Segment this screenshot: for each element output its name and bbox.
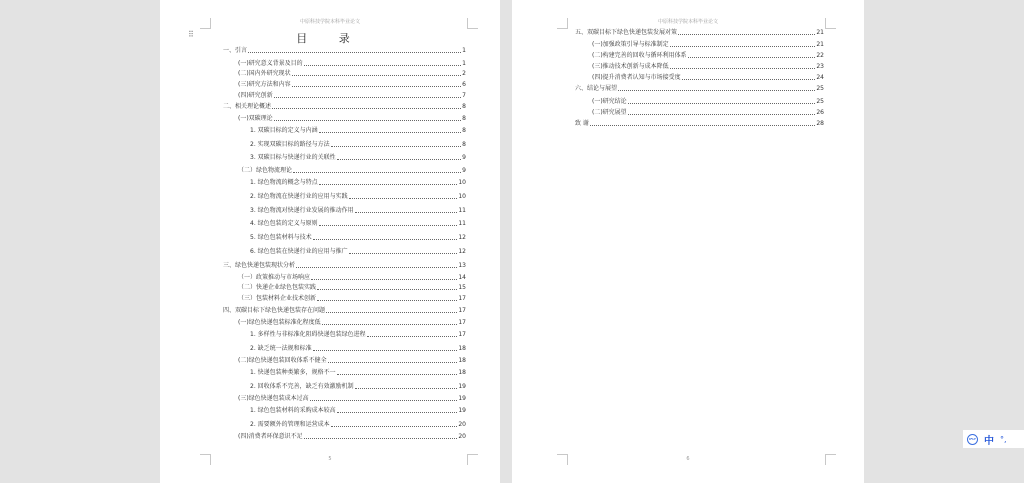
- toc-entry[interactable]: [575, 85, 824, 92]
- toc-entry[interactable]: [250, 141, 466, 148]
- toc-entry-page: 8: [462, 103, 466, 110]
- toc-entry-title: 2. 绿色物流在快递行业的应用与实践: [250, 193, 348, 200]
- toc-entry-page: 18: [458, 369, 466, 376]
- toc-entry-page: 8: [462, 115, 466, 122]
- dot-leader: [319, 183, 458, 185]
- toc-entry[interactable]: [250, 154, 466, 161]
- toc-entry[interactable]: [223, 47, 466, 54]
- toc-entry-title: 2. 缺乏统一法规和标准: [250, 345, 312, 352]
- toc-entry-page: 21: [816, 41, 824, 48]
- toc-entry[interactable]: [250, 207, 466, 214]
- toc-entry-page: 8: [462, 141, 466, 148]
- toc-entry-page: 12: [458, 248, 466, 255]
- toc-entry[interactable]: [238, 167, 466, 174]
- toc-entry[interactable]: [238, 274, 466, 281]
- dot-leader: [272, 107, 461, 109]
- toc-entry-page: 19: [458, 407, 466, 414]
- toc-entry-title: 1. 绿色物流的概念与特点: [250, 179, 318, 186]
- toc-entry-page: 2: [462, 70, 466, 77]
- toc-entry-page: 1: [462, 47, 466, 54]
- toc-entry-title: (二)构建完善的回收与循环利用体系: [592, 52, 687, 59]
- toc-entry-page: 18: [458, 357, 466, 364]
- toc-entry-page: 11: [458, 207, 466, 214]
- dot-leader: [326, 311, 457, 313]
- dot-leader: [590, 124, 815, 126]
- dot-leader: [337, 158, 462, 160]
- dot-leader: [618, 89, 815, 91]
- toc-entry-page: 20: [458, 433, 466, 440]
- document-page-2[interactable]: [512, 0, 864, 483]
- toc-entry[interactable]: [238, 357, 466, 364]
- ime-toolbar[interactable]: [963, 430, 1024, 448]
- toc-entry[interactable]: [592, 52, 824, 59]
- toc-entry-title: 4. 绿色包装的定义与原则: [250, 220, 318, 227]
- toc-entry[interactable]: [250, 179, 466, 186]
- toc-entry[interactable]: [592, 74, 824, 81]
- toc-entry-page: 17: [458, 307, 466, 314]
- toc-entry-title: （一）政策推动与市场响应: [238, 274, 311, 281]
- dot-leader: [274, 96, 461, 98]
- dot-leader: [293, 171, 461, 173]
- dot-leader: [331, 425, 458, 427]
- toc-entry-page: 28: [816, 120, 824, 127]
- toc-entry[interactable]: [250, 220, 466, 227]
- toc-entry[interactable]: [250, 407, 466, 414]
- toc-entry[interactable]: [592, 109, 824, 116]
- toc-entry-title: 2. 实现双碳目标的路径与方法: [250, 141, 330, 148]
- toc-entry[interactable]: [592, 63, 824, 70]
- dot-leader: [311, 278, 457, 280]
- dot-leader: [296, 266, 457, 268]
- dot-leader: [304, 437, 458, 439]
- toc-entry-page: 15: [458, 284, 466, 291]
- document-page-1[interactable]: [160, 0, 500, 483]
- dot-leader: [355, 211, 458, 213]
- toc-entry-title: 6. 绿色包装在快递行业的应用与推广: [250, 248, 348, 255]
- toc-entry-title: （三）包装材料企业技术创新: [238, 295, 317, 302]
- dot-leader: [328, 361, 458, 363]
- toc-entry-title: (三)绿色快递包装成本过高: [238, 395, 309, 402]
- toc-entry[interactable]: [250, 248, 466, 255]
- toc-entry[interactable]: [238, 81, 466, 88]
- dot-leader: [313, 349, 458, 351]
- dot-leader: [317, 299, 457, 301]
- toc-entry-title: 1. 快递包装种类繁多，规格不一: [250, 369, 336, 376]
- toc-entry-title: 3. 绿色物流对快递行业发展的推动作用: [250, 207, 354, 214]
- toc-entry[interactable]: [250, 234, 466, 241]
- toc-entry-page: 21: [816, 29, 824, 36]
- toc-entry-title: (二)国内外研究现状: [238, 70, 291, 77]
- toc-entry[interactable]: [592, 98, 824, 105]
- toc-entry[interactable]: [250, 383, 466, 390]
- toc-entry-title: 3. 双碳目标与快递行业的关联性: [250, 154, 336, 161]
- toc-entry-page: 8: [462, 127, 466, 134]
- toc-entry-title: 5. 绿色包装材料与技术: [250, 234, 312, 241]
- dot-leader: [628, 113, 816, 115]
- toc-entry-title: 四、双碳目标下绿色快递包装存在问题: [223, 307, 326, 314]
- toc-entry[interactable]: [250, 331, 466, 338]
- toc-entry[interactable]: [250, 193, 466, 200]
- ime-logo-icon[interactable]: IFLY: [967, 434, 978, 445]
- toc-entry[interactable]: [250, 345, 466, 352]
- toc-entry[interactable]: [223, 262, 466, 269]
- dot-leader: [628, 102, 816, 104]
- dot-leader: [355, 387, 458, 389]
- dot-leader: [337, 373, 458, 375]
- toc-entry[interactable]: [250, 369, 466, 376]
- page-number: 5: [328, 456, 332, 462]
- toc-entry-page: 12: [458, 234, 466, 241]
- toc-entry-title: (二)绿色快递包装回收体系不健全: [238, 357, 327, 364]
- dot-leader: [670, 45, 816, 47]
- dot-leader: [678, 33, 815, 35]
- dot-leader: [367, 335, 458, 337]
- toc-entry[interactable]: [238, 115, 466, 122]
- toc-entry-title: （二）绿色物流理论: [238, 167, 293, 174]
- toc-entry-page: 14: [458, 274, 466, 281]
- toc-entry[interactable]: [238, 284, 466, 291]
- dot-leader: [292, 74, 461, 76]
- toc-entry[interactable]: [223, 307, 466, 314]
- dot-leader: [248, 51, 461, 53]
- toc-entry-page: 17: [458, 295, 466, 302]
- toc-entry-page: 17: [458, 319, 466, 326]
- dot-leader: [688, 56, 816, 58]
- toc-entry-page: 19: [458, 395, 466, 402]
- toc-entry[interactable]: [238, 70, 466, 77]
- dot-leader: [310, 399, 458, 401]
- toc-entry-page: 26: [816, 109, 824, 116]
- dot-leader: [670, 67, 816, 69]
- dot-leader: [319, 224, 458, 226]
- toc-entry-title: 三、绿色快递包装现状分析: [223, 262, 296, 269]
- dot-leader: [322, 323, 458, 325]
- toc-entry-page: 10: [458, 193, 466, 200]
- toc-entry-page: 6: [462, 81, 466, 88]
- toc-entry-page: 19: [458, 383, 466, 390]
- toc-entry[interactable]: [250, 421, 466, 428]
- toc-entry-page: 13: [458, 262, 466, 269]
- toc-entry-title: (三)推动技术创新与成本降低: [592, 63, 669, 70]
- toc-entry-title: 2. 回收体系不完善，缺乏有效激励机制: [250, 383, 354, 390]
- toc-entry-title: （二）快递企业绿色包装实践: [238, 284, 317, 291]
- dot-leader: [349, 252, 458, 254]
- input-mode-toggle[interactable]: 中: [984, 435, 994, 447]
- toc-entry-page: 9: [462, 154, 466, 161]
- toc-entry-title: (一)研究结论: [592, 98, 627, 105]
- toc-entry-title: 2. 需要额外的管理和运营成本: [250, 421, 330, 428]
- toc-entry[interactable]: [238, 295, 466, 302]
- toc-entry-page: 10: [458, 179, 466, 186]
- dot-leader: [319, 131, 462, 133]
- dot-leader: [331, 145, 462, 147]
- toc-entry-title: (四)提升消费者认知与市场接受度: [592, 74, 681, 81]
- toc-entry-page: 25: [816, 85, 824, 92]
- page-header: 中原科技学院本科毕业论文: [299, 19, 360, 25]
- toc-entry[interactable]: [575, 120, 824, 127]
- toc-entry-title: (二)研究展望: [592, 109, 627, 116]
- dot-leader: [682, 78, 816, 80]
- toc-entry[interactable]: [238, 60, 466, 67]
- toc-entry[interactable]: [238, 92, 466, 99]
- dot-leader: [313, 238, 458, 240]
- dot-leader: [304, 64, 461, 66]
- toc-entry[interactable]: [223, 103, 466, 110]
- page-number: 6: [686, 456, 690, 462]
- toc-entry[interactable]: [238, 395, 466, 402]
- toc-entry-page: 25: [816, 98, 824, 105]
- page-header: 中原科技学院本科毕业论文: [657, 19, 718, 25]
- toc-entry-title: (一)绿色快递包装标准化程度低: [238, 319, 321, 326]
- toc-entry[interactable]: [250, 127, 466, 134]
- toc-entry-title: 一、引言: [223, 47, 248, 54]
- toc-entry-page: 24: [816, 74, 824, 81]
- toc-entry-page: 7: [462, 92, 466, 99]
- punctuation-toggle[interactable]: °,: [1000, 434, 1007, 444]
- toc-entry-title: 1. 多样性与非标准化阻碍快递包装绿色进程: [250, 331, 366, 338]
- toc-entry[interactable]: [575, 29, 824, 36]
- toc-entry-page: 11: [458, 220, 466, 227]
- toc-entry-page: 9: [462, 167, 466, 174]
- toc-entry-title: (三)研究方法和内容: [238, 81, 291, 88]
- toc-entry-title: 1. 双碳目标的定义与内涵: [250, 127, 318, 134]
- toc-entry-title: (四)研究创新: [238, 92, 273, 99]
- dot-leader: [274, 119, 461, 121]
- dot-leader: [337, 411, 458, 413]
- dot-leader: [317, 288, 457, 290]
- toc-entry-title: 致 谢: [575, 120, 589, 127]
- toc-entry[interactable]: [238, 319, 466, 326]
- drag-handle-icon[interactable]: ⠿: [188, 30, 194, 39]
- dot-leader: [349, 197, 458, 199]
- toc-entry-title: 二、相关理论概述: [223, 103, 272, 110]
- toc-entry-page: 20: [458, 421, 466, 428]
- toc-entry-title: (一)研究意义背景及目的: [238, 60, 303, 67]
- toc-entry-page: 18: [458, 345, 466, 352]
- toc-entry[interactable]: [238, 433, 466, 440]
- toc-entry-title: (一)双碳理论: [238, 115, 273, 122]
- toc-title[interactable]: 目 录: [296, 32, 364, 45]
- toc-entry[interactable]: [592, 41, 824, 48]
- toc-entry-title: (一)加强政策引导与标准制定: [592, 41, 669, 48]
- toc-entry-title: 五、双碳目标下绿色快递包装发展对策: [575, 29, 678, 36]
- toc-entry-page: 1: [462, 60, 466, 67]
- toc-entry-page: 17: [458, 331, 466, 338]
- toc-entry-title: 1. 绿色包装材料的采购成本较高: [250, 407, 336, 414]
- toc-entry-page: 22: [816, 52, 824, 59]
- toc-entry-title: (四)消费者环保意识不足: [238, 433, 303, 440]
- toc-entry-page: 23: [816, 63, 824, 70]
- dot-leader: [292, 85, 461, 87]
- toc-entry-title: 六、结论与展望: [575, 85, 618, 92]
